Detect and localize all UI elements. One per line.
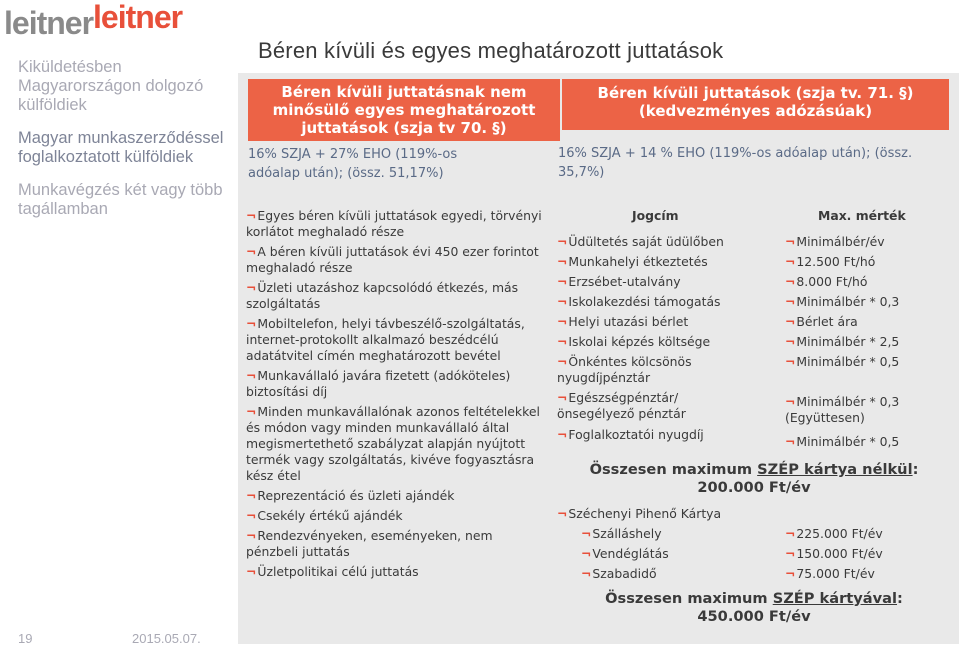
bullet-icon: ¬: [557, 506, 568, 521]
list-item: ¬Minimálbér * 2,5: [785, 334, 900, 349]
bullet-icon: ¬: [785, 234, 796, 249]
footer-date: 2015.05.07.: [132, 631, 201, 646]
list-item: ¬Önkéntes kölcsönös nyugdíjpénztár: [557, 354, 692, 385]
list-item: ¬Bérlet ára: [785, 314, 858, 329]
brand-logo: [4, 0, 183, 41]
list-item: ¬Egyes béren kívüli juttatások egyedi, törvényi korlátot meghaladó része: [246, 208, 542, 239]
list-item: ¬75.000 Ft/év: [785, 566, 875, 581]
list-item: ¬Munkahelyi étkeztetés: [557, 254, 708, 269]
bullet-icon: ¬: [785, 526, 796, 541]
list-item: ¬Üzleti utazáshoz kapcsolódó étkezés, más szolgáltatás: [246, 280, 519, 311]
bullet-icon: ¬: [557, 390, 568, 405]
list-item: ¬Szabadidő: [581, 566, 657, 581]
bullet-icon: ¬: [557, 354, 568, 369]
bullet-icon: ¬: [785, 314, 796, 329]
list-item: ¬A béren kívüli juttatások évi 450 ezer forintot meghaladó része: [246, 244, 539, 275]
sidebar: [0, 0, 240, 654]
list-item: ¬Minimálbér * 0,5: [785, 434, 900, 449]
bullet-icon: ¬: [785, 394, 796, 409]
list-item: ¬Minden munkavállalónak azonos feltételekkel és módon vagy minden munkavállaló által megismertethető szabályzat alapján nyújtott termék vagy szolgáltatás, kivéve fogyasztásra kész étel: [246, 404, 540, 483]
total-without-szep-label: Összesen maximum SZÉP kártya nélkül:: [589, 461, 919, 478]
list-item: ¬Erzsébet-utalvány: [557, 274, 681, 289]
bullet-icon: ¬: [246, 280, 257, 295]
bullet-icon: ¬: [557, 254, 568, 269]
bullet-icon: ¬: [785, 274, 796, 289]
bullet-icon: ¬: [785, 546, 796, 561]
list-item: ¬Mobiltelefon, helyi távbeszélő-szolgáltatás, internet-protokollt alkalmazó beszédcélú adatátvitel címén meghatározott bevétel: [246, 316, 525, 363]
szep-card-title: ¬Széchenyi Pihenő Kártya: [557, 506, 722, 521]
list-item: ¬Csekély értékű ajándék: [246, 508, 403, 523]
list-item: ¬Helyi utazási bérlet: [557, 314, 689, 329]
total-with-szep-label: Összesen maximum SZÉP kártyával:: [605, 590, 903, 607]
list-item: ¬Minimálbér * 0,3 (Együttesen): [785, 394, 900, 425]
slide-footer: [18, 631, 201, 646]
list-item: ¬Foglalkoztatói nyugdíj: [557, 427, 704, 442]
column-header-jogcim: Jogcím: [632, 208, 679, 223]
bullet-icon: ¬: [581, 566, 592, 581]
bullet-icon: ¬: [557, 294, 568, 309]
bullet-icon: ¬: [785, 566, 796, 581]
bullet-icon: ¬: [246, 316, 257, 331]
nav-item-kikuldetes[interactable]: Kiküldetésben Magyarországon dolgozó külföldiek: [18, 58, 204, 114]
list-item: ¬Egészségpénztár/ önsegélyező pénztár: [557, 390, 686, 421]
total-without-szep-amount: 200.000 Ft/év: [697, 479, 811, 496]
bullet-icon: ¬: [785, 294, 796, 309]
nav-item-ket-tagallam[interactable]: Munkavégzés két vagy több tagállamban: [18, 181, 223, 218]
szep-link[interactable]: SZÉP kártya nélkül: [757, 461, 913, 478]
list-item: ¬Szálláshely: [581, 526, 662, 541]
page-number: 19: [18, 631, 33, 646]
bullet-icon: ¬: [557, 314, 568, 329]
bullet-icon: ¬: [246, 488, 257, 503]
list-item: ¬Minimálbér * 0,3: [785, 294, 900, 309]
right-header-line2: (kedvezményes adózásúak): [638, 102, 873, 120]
bullet-icon: ¬: [581, 526, 592, 541]
list-item: ¬Minimálbér/év: [785, 234, 885, 249]
logo-text-red: leitner: [93, 0, 183, 35]
bullet-icon: ¬: [246, 368, 257, 383]
nav-item-magyar-munkaszerzodes[interactable]: Magyar munkaszerződéssel foglalkoztatott külföldiek: [18, 129, 224, 166]
bullet-icon: ¬: [246, 564, 257, 579]
total-with-szep-amount: 450.000 Ft/év: [697, 608, 811, 625]
list-item: ¬12.500 Ft/hó: [785, 254, 876, 269]
sidebar-nav: [18, 58, 233, 233]
bullet-icon: ¬: [785, 334, 796, 349]
bullet-icon: ¬: [246, 508, 257, 523]
bullet-icon: ¬: [246, 208, 257, 223]
bullet-icon: ¬: [246, 528, 257, 543]
logo-text-gray: leitner: [4, 5, 94, 41]
list-item: ¬8.000 Ft/hó: [785, 274, 868, 289]
bullet-icon: ¬: [581, 546, 592, 561]
bullet-icon: ¬: [785, 254, 796, 269]
list-item: ¬Üzletpolitikai célú juttatás: [246, 564, 419, 579]
bullet-icon: ¬: [557, 334, 568, 349]
right-panel-header: [562, 79, 949, 130]
list-item: ¬Vendéglátás: [581, 546, 669, 561]
column-header-max: Max. mérték: [818, 208, 906, 223]
list-item: ¬Üdültetés saját üdülőben: [557, 234, 724, 249]
list-item: ¬Iskolai képzés költsége: [557, 334, 711, 349]
list-item: ¬Reprezentáció és üzleti ajándék: [246, 488, 455, 503]
bullet-icon: ¬: [246, 244, 257, 259]
bullet-icon: ¬: [785, 354, 796, 369]
bullet-icon: ¬: [246, 404, 257, 419]
total-without-szep: [558, 461, 950, 497]
list-item: ¬Minimálbér * 0,5: [785, 354, 900, 369]
list-item: ¬Rendezvényeken, eseményeken, nem pénzbeli juttatás: [246, 528, 493, 559]
bullet-icon: ¬: [557, 427, 568, 442]
right-subtitle: 16% SZJA + 14 % EHO (119%-os adóalap után); (össz. 35,7%): [558, 146, 913, 180]
total-with-szep: [558, 590, 950, 626]
list-item: ¬225.000 Ft/év: [785, 526, 883, 541]
szep-card-link[interactable]: SZÉP kártyával: [772, 590, 898, 607]
left-panel-header: Béren kívüli juttatásnak nem minősülő egyes meghatározott juttatások (szja tv 70. §): [248, 79, 560, 141]
list-item: ¬150.000 Ft/év: [785, 546, 883, 561]
bullet-icon: ¬: [785, 434, 796, 449]
right-header-line1: Béren kívüli juttatások (szja tv. 71. §): [597, 84, 914, 102]
list-item: ¬Munkavállaló javára fizetett (adóköteles) biztosítási díj: [246, 368, 511, 399]
page-title: Béren kívüli és egyes meghatározott juttatások: [258, 38, 724, 63]
list-item: ¬Iskolakezdési támogatás: [557, 294, 721, 309]
bullet-icon: ¬: [557, 274, 568, 289]
bullet-icon: ¬: [557, 234, 568, 249]
left-subtitle: 16% SZJA + 27% EHO (119%-os adóalap után); (össz. 51,17%): [248, 147, 458, 181]
left-item-list: [246, 208, 542, 584]
